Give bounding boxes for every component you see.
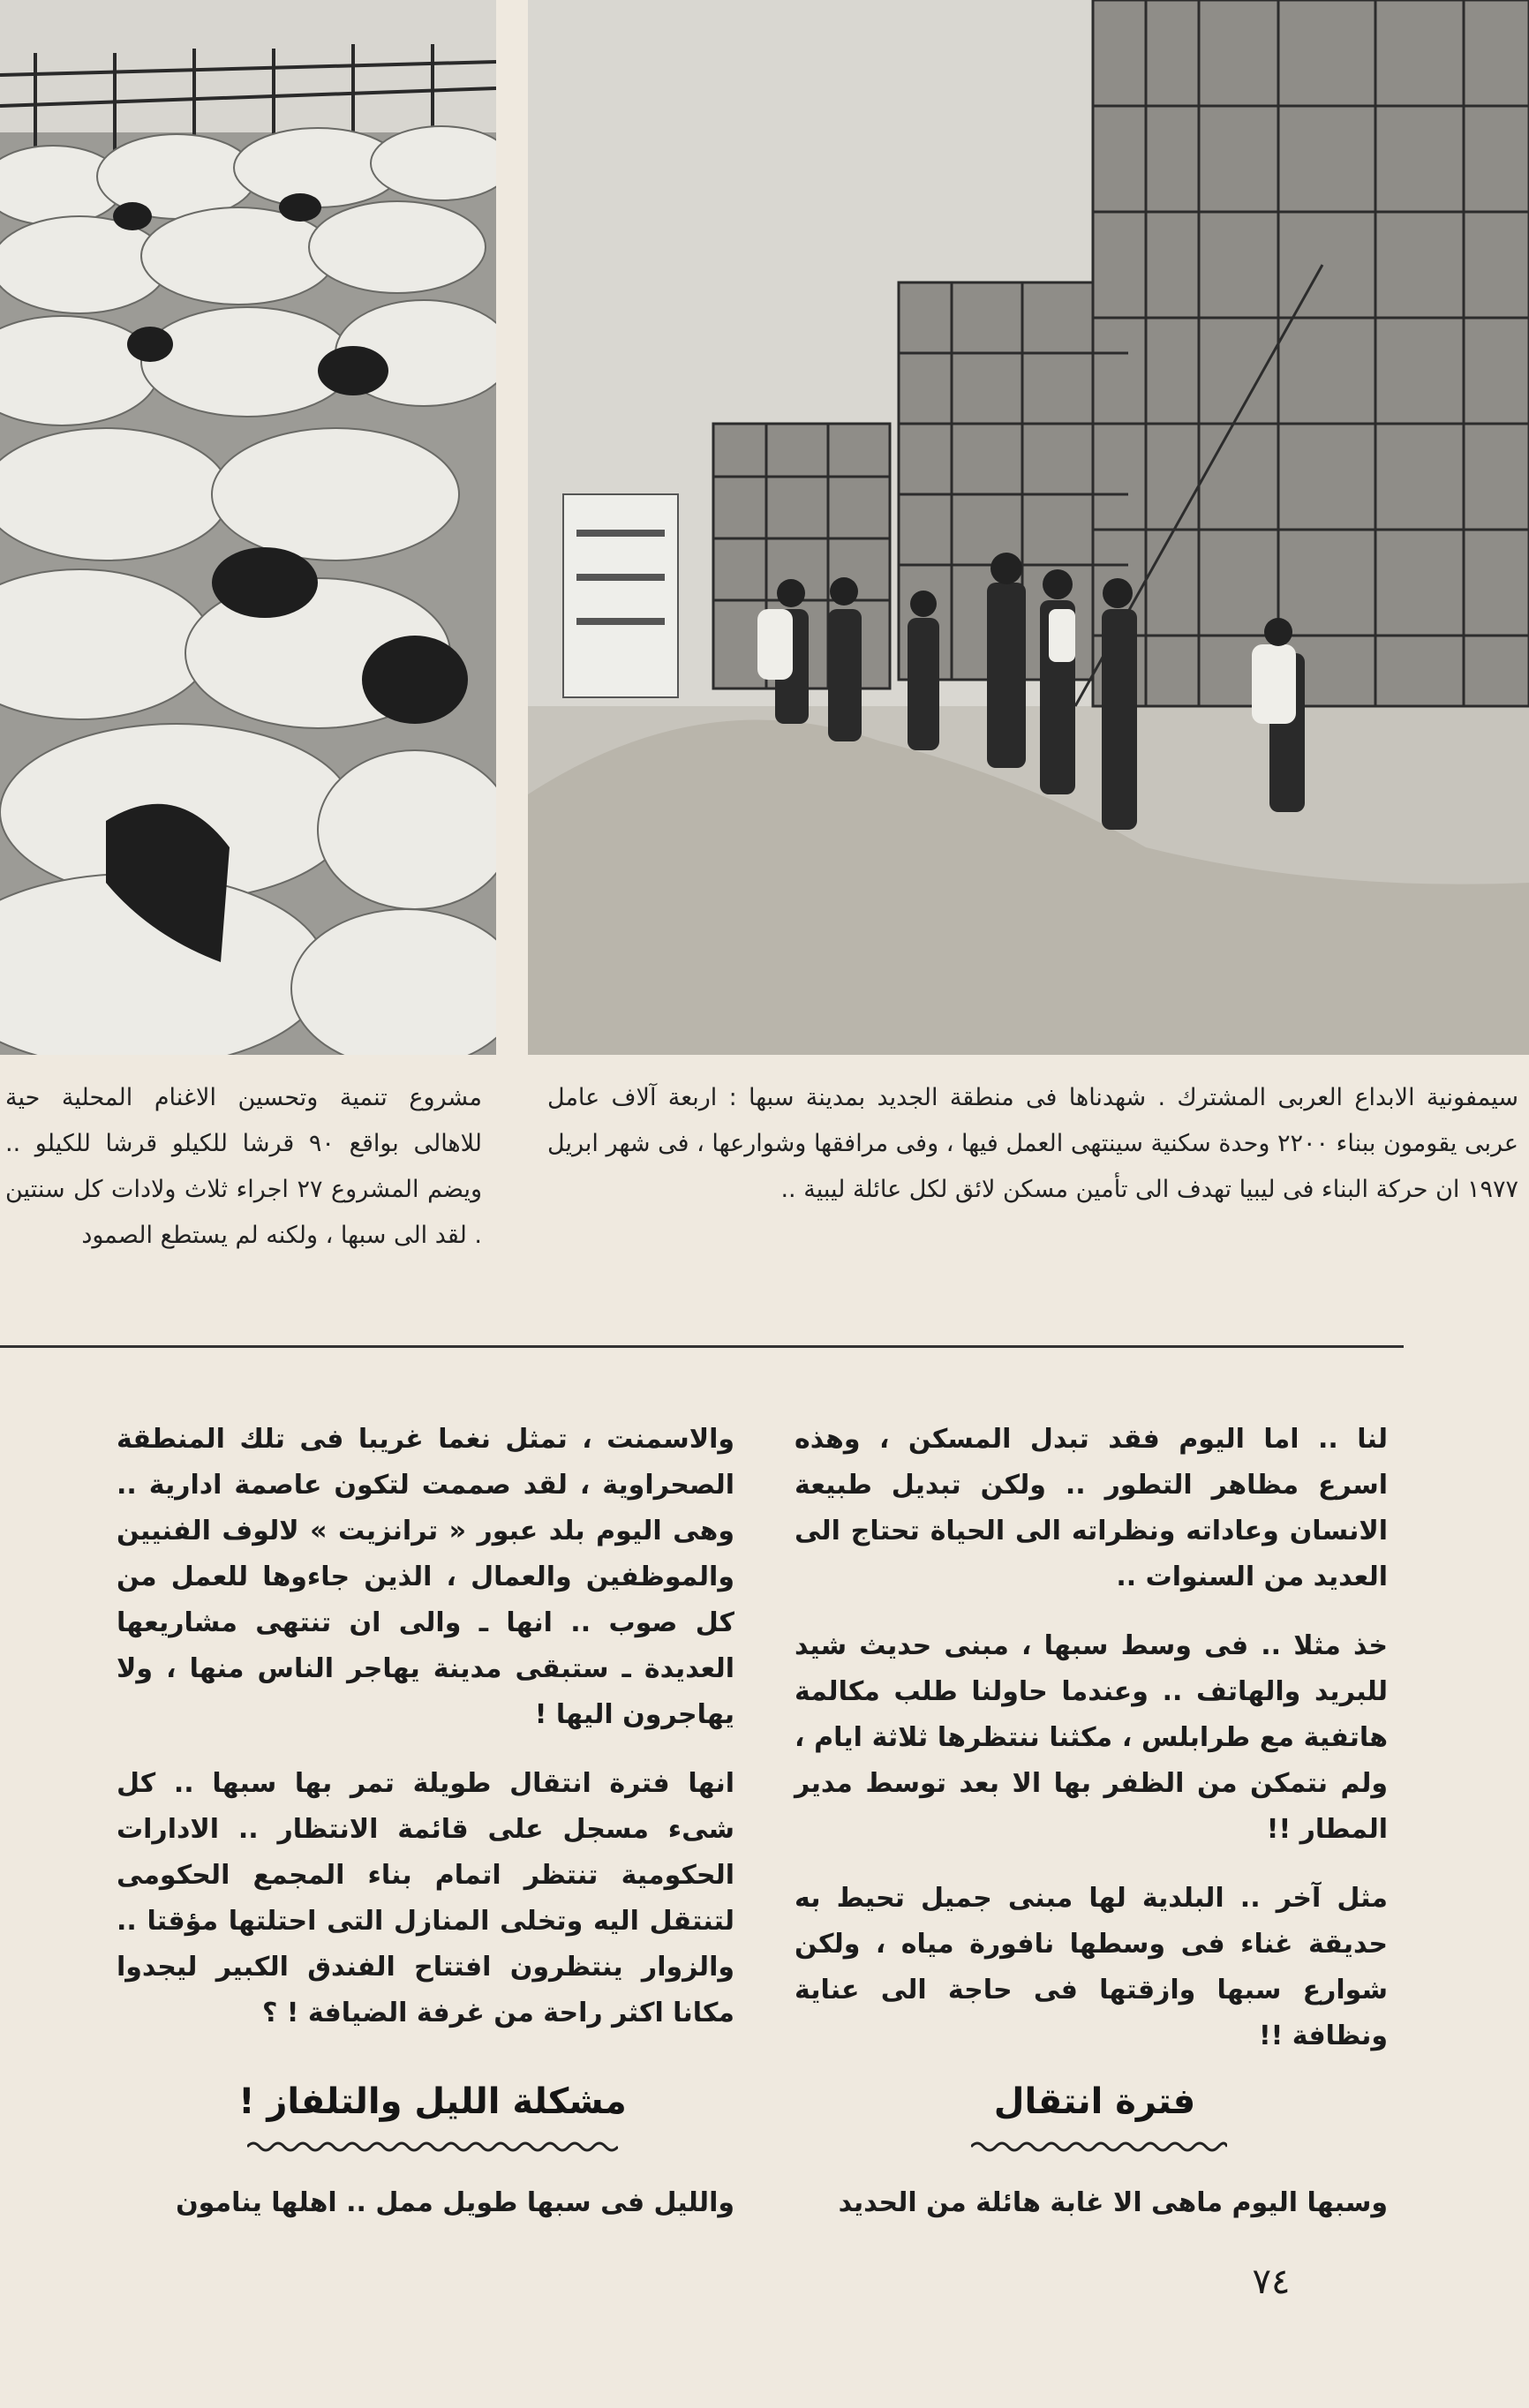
construction-caption [547,1075,1518,1213]
continuation-line: وسبها اليوم ماهى الا غابة هائلة من الحديد [838,2187,1388,2218]
page-number: ٧٤ [1252,2261,1291,2302]
sheep-caption-text: مشروع تنمية وتحسين الاغنام المحلية حية للاهالى بواقع ٩٠ قرشا للكيلو قرشا للكيلو .. ويضم المشروع ٢٧ اجراء ثلاث ولادات كل سنتين . لقد الى سبها ، ولكنه لم يستطع الصمود [5,1084,483,1249]
paragraph: انها فترة انتقال طويلة تمر بها سبها .. كل شىء مسجل على قائمة الانتظار .. الادارات الحكومية تنتظر اتمام بناء المجمع الحكومى لتنتقل اليه وتخلى المنازل التى احتلتها مؤقتا .. والزوار ينتظرون افتتاح الفندق الكبير ليجدوا مكانا اكثر راحة من غرفة الضيافة ! ؟ [117,1768,734,2028]
sheep-photo [0,0,496,1055]
continuation-line: والليل فى سبها طويل ممل .. اهلها ينامون [176,2187,734,2218]
article-column-right [795,1417,1388,2082]
subheading-transition: فترة انتقال [993,2081,1196,2122]
construction-caption-text: سيمفونية الابداع العربى المشترك . شهدناها فى منطقة الجديد بمدينة سبها : اربعة آلاف عامل عربى يقومون ببناء ٢٢٠٠ وحدة سكنية سينتهى العمل فيها ، وفى مرافقها وشوارعها ، فى شهر ابريل ١٩٧٧ ان حركة البناء فى ليبيا تهدف الى تأمين مسكن لائق لكل عائلة ليبية .. [547,1084,1519,1203]
sheep-photo-illustration [0,0,496,1055]
subheading-night-tv: مشكلة الليل والتلفاز ! [238,2081,627,2122]
paragraph: خذ مثلا .. فى وسط سبها ، مبنى حديث شيد للبريد والهاتف .. وعندما حاولنا طلب مكالمة هاتفية مع طرابلس ، مكثنا ننتظرها ثلاثة ايام ، ولم نتمكن من الظفر بها الا بعد توسط مدير المطار !! [795,1630,1388,1845]
construction-photo-illustration [528,0,1529,1055]
wavy-underline [247,2138,618,2156]
sheep-caption [5,1075,482,1259]
construction-photo [528,0,1529,1055]
section-divider [0,1345,1404,1348]
paragraph: لنا .. اما اليوم فقد تبدل المسكن ، وهذه اسرع مظاهر التطور .. ولكن تبديل طبيعة الانسان وعاداته ونظراته الى الحياة تحتاج الى العديد من السنوات .. [795,1424,1388,1592]
article-column-left [117,1417,734,2059]
paragraph: والاسمنت ، تمثل نغما غريبا فى تلك المنطقة الصحراوية ، لقد صممت لتكون عاصمة ادارية .. وهى اليوم بلد عبور « ترانزيت » لالوف الفنيين والموظفين والعمال ، الذين جاءوها للعمل من كل صوب .. انها ـ والى ان تنتهى مشاريعها العديدة ـ ستبقى مدينة يهاجر الناس منها ، ولا يهاجرون اليها ! [117,1424,734,1730]
paragraph: مثل آخر .. البلدية لها مبنى جميل تحيط به حديقة غناء فى وسطها نافورة مياه ، ولكن شوارع سبها وازقتها فى حاجة الى عناية ونظافة !! [795,1883,1388,2051]
wavy-underline [971,2138,1227,2156]
